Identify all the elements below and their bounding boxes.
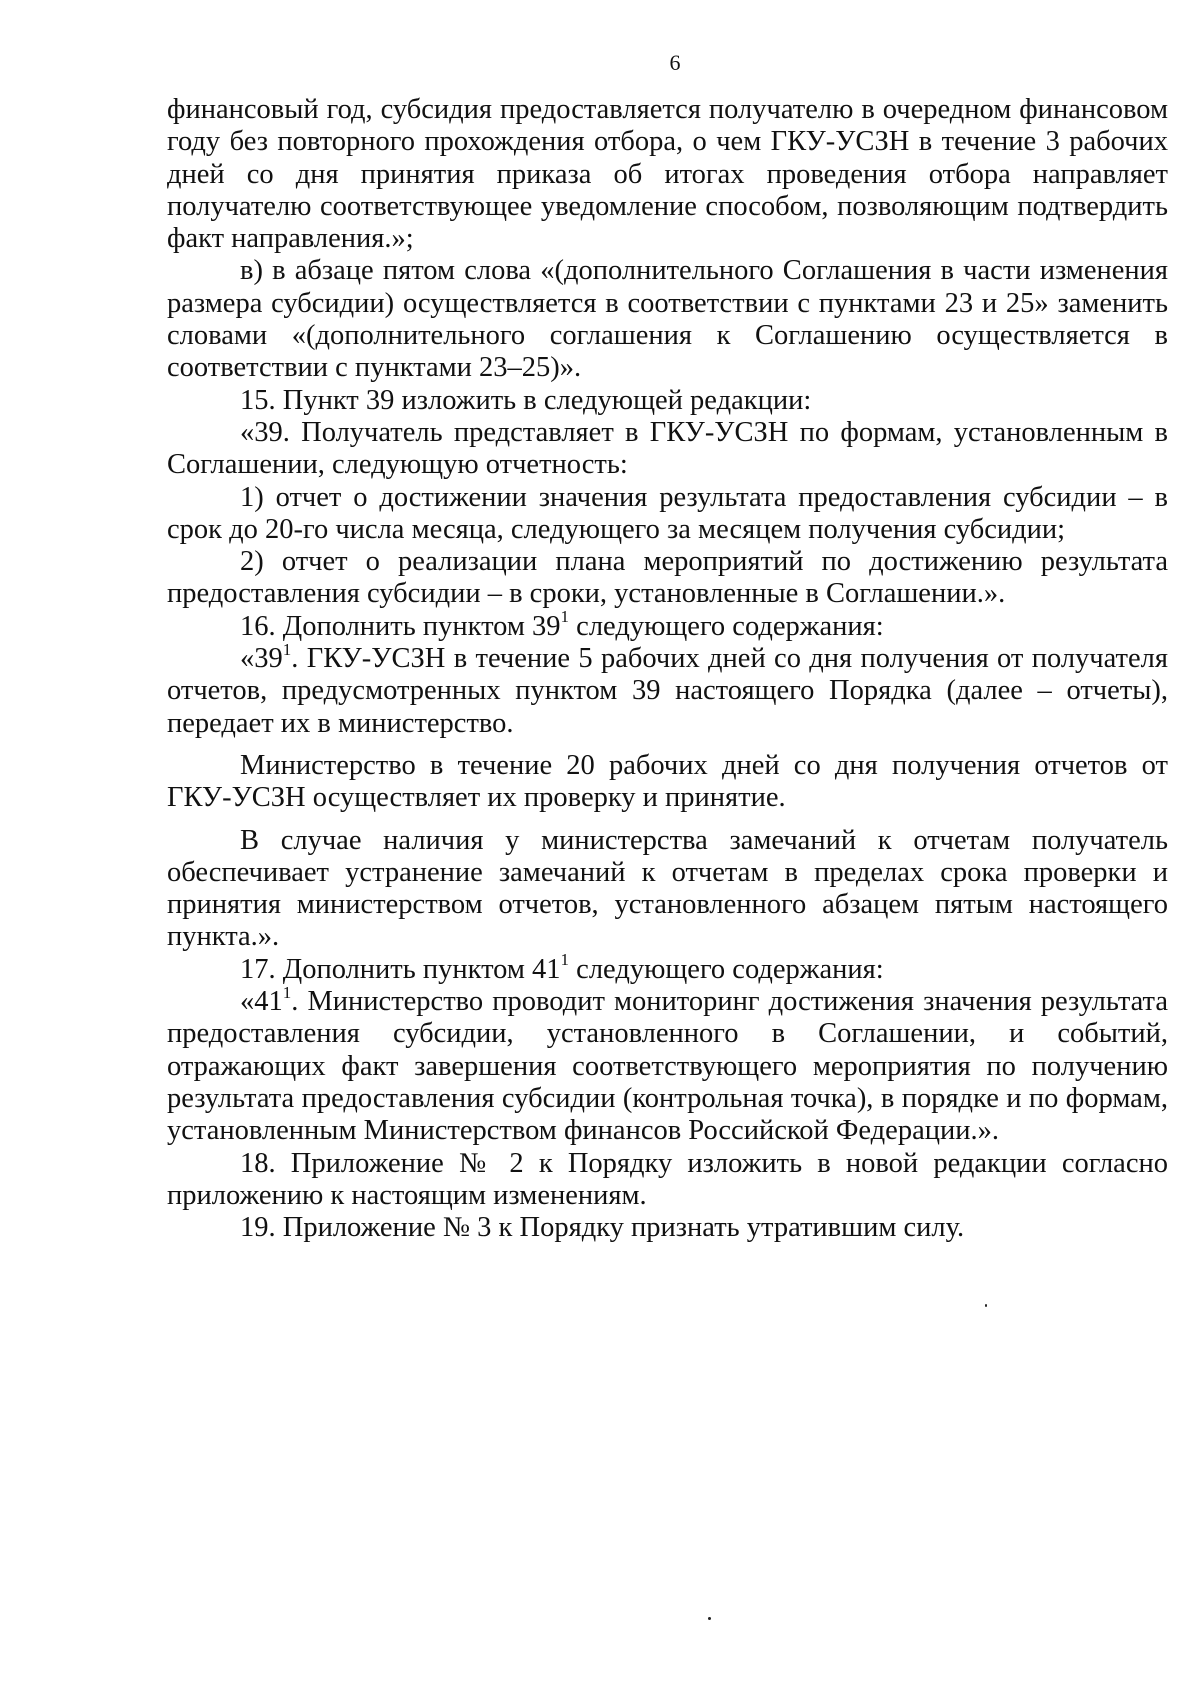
page-number: 6: [669, 50, 681, 75]
text-run: . ГКУ-УСЗН в течение 5 рабочих дней со дня получения от получателя отчетов, предусмотренных пунктом 39 настоящего Порядка (далее – отчеты), передает их в министерство.: [167, 643, 1168, 739]
paragraph-item-16: [167, 607, 1168, 643]
paragraph-point-39: «39. Получатель представляет в ГКУ-УСЗН по формам, установленным в Соглашении, следующую отчетность:: [167, 416, 1168, 481]
paragraph-remarks: В случае наличия у министерства замечаний к отчетам получатель обеспечивает устранение замечаний к отчетам в пределах срока проверки и принятия министерством отчетов, установленного абзацем пятым настоящего пункта.».: [167, 824, 1168, 953]
text-run: «39: [240, 643, 283, 675]
document-body: [167, 94, 1168, 1244]
paragraph-point-39-1: [167, 639, 1168, 740]
superscript: 1: [282, 639, 292, 659]
superscript: 1: [560, 950, 570, 970]
scan-speck: [708, 1617, 711, 1620]
paragraph-item-15: 15. Пункт 39 изложить в следующей редакции:: [240, 384, 812, 416]
superscript: 1: [282, 982, 292, 1002]
paragraph-amendment-v: в) в абзаце пятом слова «(дополнительного Соглашения в части изменения размера субсидии) осуществляется в соответствии с пунктами 23 и 25» заменить словами «(дополнительного соглашения к Соглашению осуществляется в соответствии с пунктами 23–25)».: [167, 255, 1168, 384]
paragraph-ministry-check: Министерство в течение 20 рабочих дней со дня получения отчетов от ГКУ-УСЗН осуществляет их проверку и принятие.: [167, 749, 1168, 814]
text-run: «41: [240, 986, 283, 1018]
text-run: . Министерство проводит мониторинг достижения значения результата предоставления субсидии, установленного в Соглашении, и событий, отражающих факт завершения соответствующего мероприятия по получению результата предоставления субсидии (контрольная точка), в порядке и по формам, установленным Министерством финансов Российской Федерации.».: [167, 986, 1168, 1147]
paragraph-item-18: 18. Приложение № 2 к Порядку изложить в новой редакции согласно приложению к настоящим изменениям.: [167, 1147, 1168, 1211]
paragraph-report-2: 2) отчет о реализации плана мероприятий по достижению результата предоставления субсидии – в сроки, установленные в Соглашении.».: [167, 546, 1168, 610]
text-run: 16. Дополнить пунктом 39: [240, 610, 561, 642]
scan-speck: [985, 1304, 987, 1307]
paragraph-item-17: [167, 950, 1168, 986]
text-run: следующего содержания:: [569, 953, 884, 985]
text-run: 17. Дополнить пунктом 41: [240, 953, 561, 985]
paragraph-continuation: финансовый год, субсидия предоставляется получателю в очередном финансовом году без повторного прохождения отбора, о чем ГКУ-УСЗН в течение 3 рабочих дней со дня принятия приказа об итогах проведения отбора направляет получателю соответствующее уведомление способом, позволяющим подтвердить факт направления.»;: [167, 94, 1168, 255]
text-run: следующего содержания:: [569, 610, 884, 642]
paragraph-report-1: 1) отчет о достижении значения результата предоставления субсидии – в срок до 20-го числа месяца, следующего за месяцем получения субсидии;: [167, 481, 1168, 545]
paragraph-point-41-1: [167, 982, 1168, 1147]
superscript: 1: [560, 607, 570, 627]
paragraph-item-19: 19. Приложение № 3 к Порядку признать утратившим силу.: [240, 1212, 965, 1244]
